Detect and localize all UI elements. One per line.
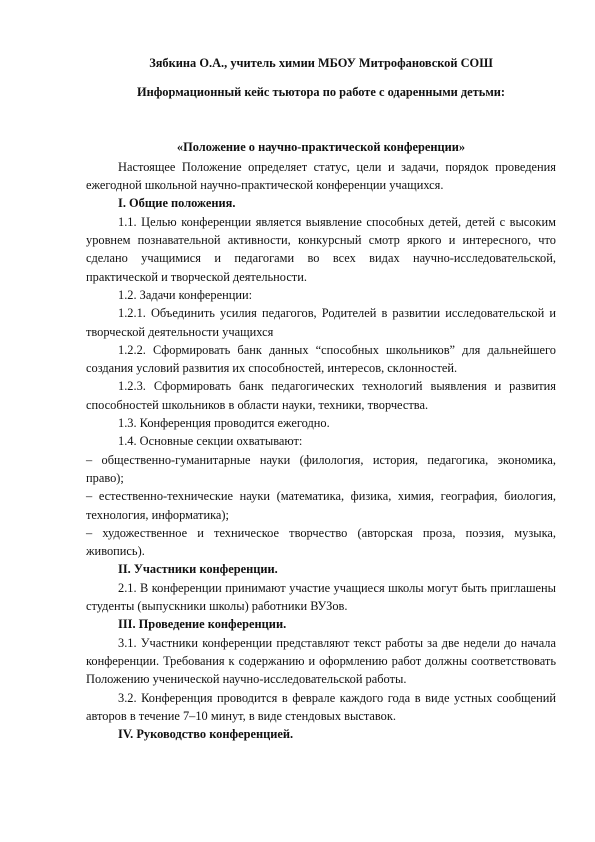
paragraph-1-4: 1.4. Основные секции охватывают: [118,434,303,449]
section-heading-conduct: III. Проведение конференции. [118,617,287,632]
author-line: Зябкина О.А., учитель химии МБОУ Митрофановской СОШ [149,56,493,70]
document-title: «Положение о научно-практической конференции» [176,139,466,154]
list-item: – художественное и техническое творчество (авторская проза, поэзия, музыка, живопись). [86,525,556,559]
paragraph-1-3: 1.3. Конференция проводится ежегодно. [118,416,330,431]
paragraph-1-1: 1.1. Целью конференции является выявление способных детей, детей с высоким уровнем познавательной активности, конкурсный смотр яркого и интересного, что сделано учащимися и педагогами во всех видах научно-исследовательской, практической и творческой деятельности. [86,214,556,284]
paragraph-3-1: 3.1. Участники конференции представляют текст работы за две недели до начала конференции. Требования к содержанию и оформлению работ должны соответствовать Положению ученической научно-исследовательской работы. [86,635,556,687]
paragraph-1-2: 1.2. Задачи конференции: [118,287,253,302]
paragraph-1-2-3: 1.2.3. Сформировать банк педагогических технологий выявления и развития способностей школьников в области науки, техники, творчества. [86,379,556,412]
section-heading-management: IV. Руководство конференцией. [118,727,294,742]
paragraph-2-1: 2.1. В конференции принимают участие учащиеся школы могут быть приглашены студенты (выпускники школы) работники ВУЗов. [86,580,556,614]
section-heading-general: I. Общие положения. [118,196,236,211]
paragraph-1-2-1: 1.2.1. Объединить усилия педагогов, Родителей в развитии исследовательской и творческой деятельности учащихся [86,306,556,339]
paragraph-3-2: 3.2. Конференция проводится в феврале каждого года в виде устных сообщений авторов в течение 7–10 минут, в виде стендовых выставок. [86,690,556,723]
list-item: – естественно-технические науки (математика, физика, химия, география, биология, технология, информатика); [86,489,556,522]
document-page [86,54,556,743]
case-title: Информационный кейс тьютора по работе с одаренными детьми: [136,85,506,100]
intro-paragraph: Настоящее Положение определяет статус, цели и задачи, порядок проведения ежегодной школьной научно-практической конференции учащихся. [86,159,556,193]
list-item: – общественно-гуманитарные науки (филология, история, педагогика, экономика, право); [86,452,556,485]
section-heading-participants: II. Участники конференции. [118,562,278,577]
paragraph-1-2-2: 1.2.2. Сформировать банк данных “способных школьников” для дальнейшего создания условий развития их способностей, интересов, склонностей. [86,342,556,376]
